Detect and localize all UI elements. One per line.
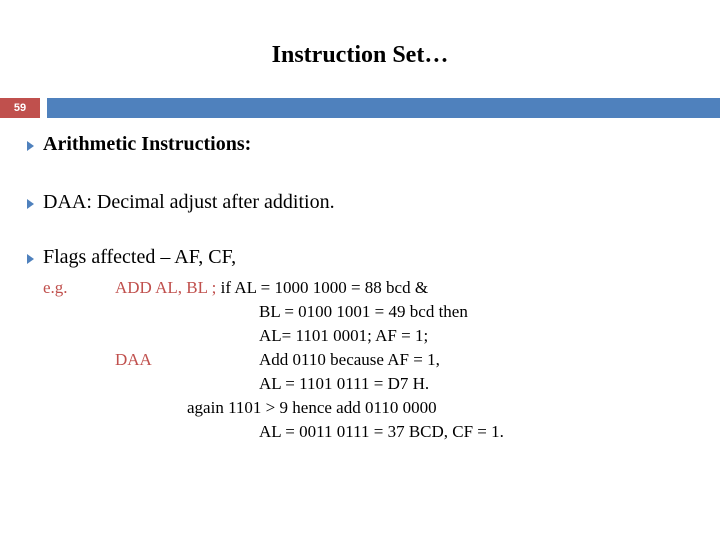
add-instruction: ADD AL, BL ; [115, 278, 217, 297]
slide-number: 59 [0, 98, 40, 118]
flags-affected: Flags affected – AF, CF, [43, 246, 237, 268]
add-condition: if AL = 1000 1000 = 88 bcd & [216, 278, 429, 297]
section-heading: Arithmetic Instructions: [43, 133, 252, 155]
code-line-7: AL = 0011 0111 = 37 BCD, CF = 1. [259, 422, 504, 441]
code-line-1 [115, 276, 428, 300]
daa-description: DAA: Decimal adjust after addition. [43, 191, 335, 213]
code-line-5: AL = 1101 0111 = D7 H. [259, 374, 430, 393]
code-line-4: Add 0110 because AF = 1, [259, 350, 440, 369]
bullet-icon [27, 141, 34, 151]
header-bar [47, 98, 720, 118]
code-line-3: AL= 1101 0001; AF = 1; [259, 326, 429, 345]
code-line-6: again 1101 > 9 hence add 0110 0000 [187, 398, 437, 417]
bullet-icon [27, 254, 34, 264]
slide-title: Instruction Set… [271, 42, 449, 68]
daa-instruction: DAA [115, 350, 152, 369]
example-label: e.g. [43, 278, 68, 297]
code-line-2: BL = 0100 1001 = 49 bcd then [259, 302, 468, 321]
bullet-icon [27, 199, 34, 209]
